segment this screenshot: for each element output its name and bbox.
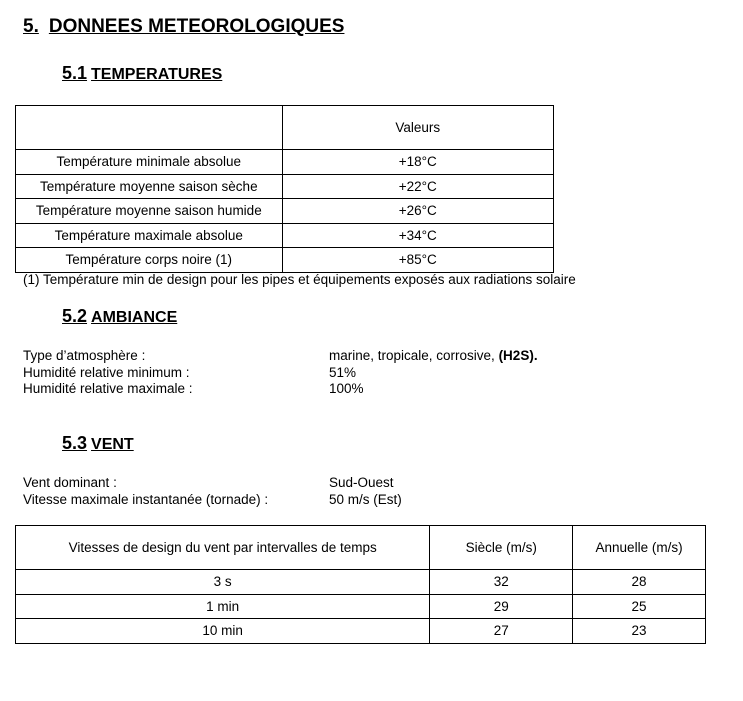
- table-row: [16, 619, 706, 644]
- wind-interval: 1 min: [16, 594, 430, 619]
- wind-header-interval: Vitesses de design du vent par intervalles de temps: [16, 526, 430, 570]
- vent-label: Vitesse maximale instantanée (tornade) :: [23, 491, 269, 507]
- vent-label: Vent dominant :: [23, 475, 117, 490]
- wind-header-row: [16, 526, 706, 570]
- wind-century-value: 32: [430, 570, 573, 595]
- ambiance-label: Humidité relative minimum :: [23, 364, 190, 380]
- table-row: [16, 199, 554, 224]
- table-row: [16, 570, 706, 595]
- temperatures-number: 5.1: [62, 63, 88, 83]
- table-row: [16, 150, 554, 175]
- temperatures-header-empty: [16, 106, 283, 150]
- wind-design-table: [15, 525, 706, 644]
- ambiance-heading: [62, 306, 177, 327]
- list-item: [23, 365, 723, 382]
- ambiance-value-text: marine, tropicale, corrosive,: [329, 348, 499, 363]
- table-row: [16, 248, 554, 273]
- list-item: [23, 492, 723, 509]
- temperatures-title: TEMPERATURES: [91, 66, 223, 83]
- wind-century-value: 29: [430, 594, 573, 619]
- ambiance-list: [23, 348, 723, 398]
- temperatures-table: [15, 105, 554, 273]
- temperature-label: Température minimale absolue: [16, 150, 283, 175]
- wind-annual-value: 23: [573, 619, 706, 644]
- temperature-label: Température moyenne saison humide: [16, 199, 283, 224]
- wind-interval: 10 min: [16, 619, 430, 644]
- ambiance-value: 100%: [329, 381, 364, 396]
- wind-annual-value: 25: [573, 594, 706, 619]
- table-row: [16, 174, 554, 199]
- vent-value: 50 m/s (Est): [329, 491, 402, 507]
- table-row: [16, 223, 554, 248]
- wind-century-value: 27: [430, 619, 573, 644]
- ambiance-label: Type d’atmosphère :: [23, 348, 146, 363]
- section-title-text: DONNEES METEOROLOGIQUES: [48, 16, 345, 37]
- wind-annual-value: 28: [573, 570, 706, 595]
- wind-interval: 3 s: [16, 570, 430, 595]
- temperatures-note: (1) Température min de design pour les pipes et équipements exposés aux radiations solaire: [23, 272, 576, 287]
- section-number: 5.: [23, 16, 39, 37]
- temperatures-heading: [62, 63, 222, 84]
- ambiance-value: 51%: [329, 364, 357, 380]
- list-item: [23, 348, 723, 365]
- vent-number: 5.3: [62, 433, 88, 453]
- temperature-value: +18°C: [282, 150, 553, 175]
- vent-title: VENT: [91, 436, 134, 453]
- vent-value: Sud-Ouest: [329, 475, 394, 490]
- ambiance-value: [329, 348, 538, 365]
- temperature-label: Température maximale absolue: [16, 223, 283, 248]
- temperature-label: Température corps noire (1): [16, 248, 283, 273]
- wind-header-century: Siècle (m/s): [430, 526, 573, 570]
- temperature-value: +85°C: [282, 248, 553, 273]
- section-title: [23, 16, 344, 38]
- ambiance-value-bold: (H2S).: [498, 348, 538, 363]
- vent-heading: [62, 433, 134, 454]
- ambiance-label: Humidité relative maximale :: [23, 381, 193, 396]
- temperature-value: +26°C: [282, 199, 553, 224]
- vent-list: [23, 475, 723, 508]
- table-row: [16, 594, 706, 619]
- temperatures-header-row: [16, 106, 554, 150]
- temperatures-header-value: Valeurs: [282, 106, 553, 150]
- ambiance-number: 5.2: [62, 306, 88, 326]
- list-item: [23, 475, 723, 492]
- list-item: [23, 381, 723, 398]
- temperature-label: Température moyenne saison sèche: [16, 174, 283, 199]
- ambiance-title: AMBIANCE: [91, 309, 178, 326]
- temperature-value: +22°C: [282, 174, 553, 199]
- wind-header-annual: Annuelle (m/s): [573, 526, 706, 570]
- temperature-value: +34°C: [282, 223, 553, 248]
